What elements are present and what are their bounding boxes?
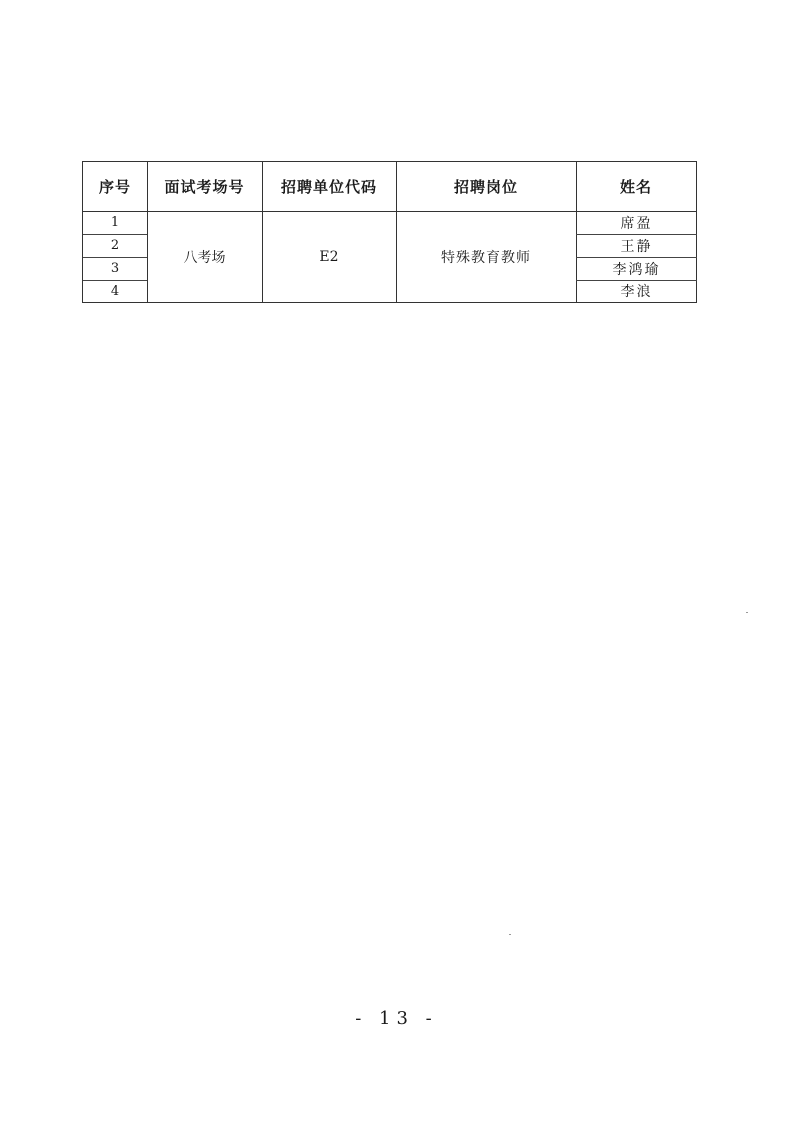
scan-speck: [509, 934, 511, 935]
header-name: 姓名: [619, 178, 652, 196]
page-number: - 13 -: [355, 1008, 438, 1029]
name-cell: 李鸿瑜: [612, 261, 661, 278]
seq-cell: 1: [110, 215, 120, 230]
scan-speck: [746, 612, 748, 613]
position-cell: 特殊教育教师: [441, 249, 531, 266]
header-exam-room: 面试考场号: [164, 178, 245, 196]
seq-cell: 4: [110, 283, 120, 299]
name-cell: 王静: [620, 238, 653, 255]
interview-schedule-table: [82, 161, 697, 303]
seq-cell: 2: [110, 238, 120, 253]
seq-cell: 3: [110, 261, 120, 276]
header-unit-code: 招聘单位代码: [280, 178, 377, 196]
name-cell: 李浪: [620, 284, 653, 300]
header-position: 招聘岗位: [453, 178, 518, 196]
table-header-row: [83, 162, 696, 212]
header-seq: 序号: [98, 178, 131, 196]
exam-room-cell: 八考场: [183, 249, 226, 266]
name-cell: 席盈: [620, 215, 653, 232]
unit-code-cell: E2: [319, 248, 339, 265]
